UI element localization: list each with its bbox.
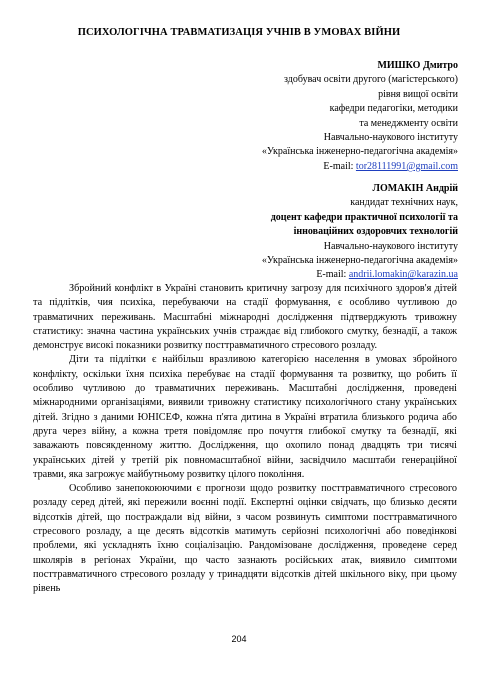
author-block-2 xyxy=(262,182,458,283)
author-email-line xyxy=(262,160,458,174)
page-number: 204 xyxy=(231,634,247,644)
author-name: МИШКО Дмитро xyxy=(377,60,458,71)
author-affiliation-line: рівня вищої освіти xyxy=(378,88,458,100)
author-affiliation-line: «Українська інженерно-педагогічна академія» xyxy=(261,146,458,158)
email-label: E-mail: xyxy=(316,269,347,281)
author-affiliation-line: доцент кафедри практичної психології та xyxy=(270,211,458,223)
author-email-line xyxy=(262,268,458,282)
paper-title: ПСИХОЛОГІЧНА ТРАВМАТИЗАЦІЯ УЧНІВ В УМОВАХ ВІЙНИ xyxy=(77,27,401,38)
author-name: ЛОМАКІН Андрій xyxy=(372,183,458,194)
author-affiliation-line: «Українська інженерно-педагогічна академія» xyxy=(261,255,458,267)
author-affiliation-line: Навчально-наукового інституту xyxy=(323,240,458,252)
author-affiliation-line: здобувач освіти другого (магістерського) xyxy=(284,74,458,86)
paragraph: Діти та підлітки є найбільш вразливою категорією населення в умовах збройного конфлікту, оскільки їхня психіка перебуває на стадії формування та розвитку, що робить її особливо чутливою до травматичних переживань. Масштабні дослідження, проведені міжнародними організаціями, виявили тривожну статистику психологічного стану українських дітей. Згідно з даними ЮНІСЕФ, кожна п'ята дитина в Україні втратила близького родича або друга через війну, а кожна третя повідомляє про почуття глибокої смутку та безнадії, які заважають повсякденному життю. Дослідження, що охопило понад двадцять три тисячі українських дітей у третій рік повномасштабної війни, засвідчило масштаби генераційної травми, яка загрожує майбутньому розвитку цілого покоління. xyxy=(33,354,457,480)
email-label: E-mail: xyxy=(323,160,354,172)
author-affiliation-line: кафедри педагогіки, методики xyxy=(329,103,458,115)
author-affiliation-line: Навчально-наукового інституту xyxy=(323,132,458,144)
author-affiliation-line: та менеджменту освіти xyxy=(359,117,458,129)
email-link[interactable]: tor28111991@gmail.com xyxy=(355,160,458,172)
paragraph: Збройний конфлікт в Україні становить критичну загрозу для психічного здоров'я дітей та підлітків, чия психіка, перебуваючи на стадії формування, є особливо чутливою до травматичних переживань. Масштабні міжнародні дослідження підтверджують тривожну статистику: значна частина українських учнів страждає від глибокого смутку, безнадії, а також демонструє високі показники розвитку посттравматичного стресового розладу. xyxy=(33,283,457,352)
body-text xyxy=(33,282,457,597)
paragraph: Особливо занепокоюючими є прогнози щодо розвитку посттравматичного стресового розладу серед дітей, які пережили воєнні події. Експертні оцінки свідчать, що близько десяти відсотків дітей, що постраждали від війни, з часом розвинуть симптоми посттравматичного стресового розладу, а ще десять відсотків матимуть серйозні психологічні або поведінкові проблеми, які ускладнять їхню соціалізацію. Рандомізоване дослідження, проведене серед школярів в регіонах України, що часто зазнають російських атак, виявило симптоми посттравматичного стресового розладу у тринадцяти відсотків дітей шкільного віку, при цьому рівень xyxy=(33,483,457,595)
author-affiliation-line: кандидат технічних наук, xyxy=(350,197,458,209)
author-affiliation-line: інноваційних оздоровчих технологій xyxy=(293,226,458,238)
author-block-1 xyxy=(262,59,458,174)
email-link[interactable]: andrii.lomakin@karazin.ua xyxy=(348,269,458,281)
